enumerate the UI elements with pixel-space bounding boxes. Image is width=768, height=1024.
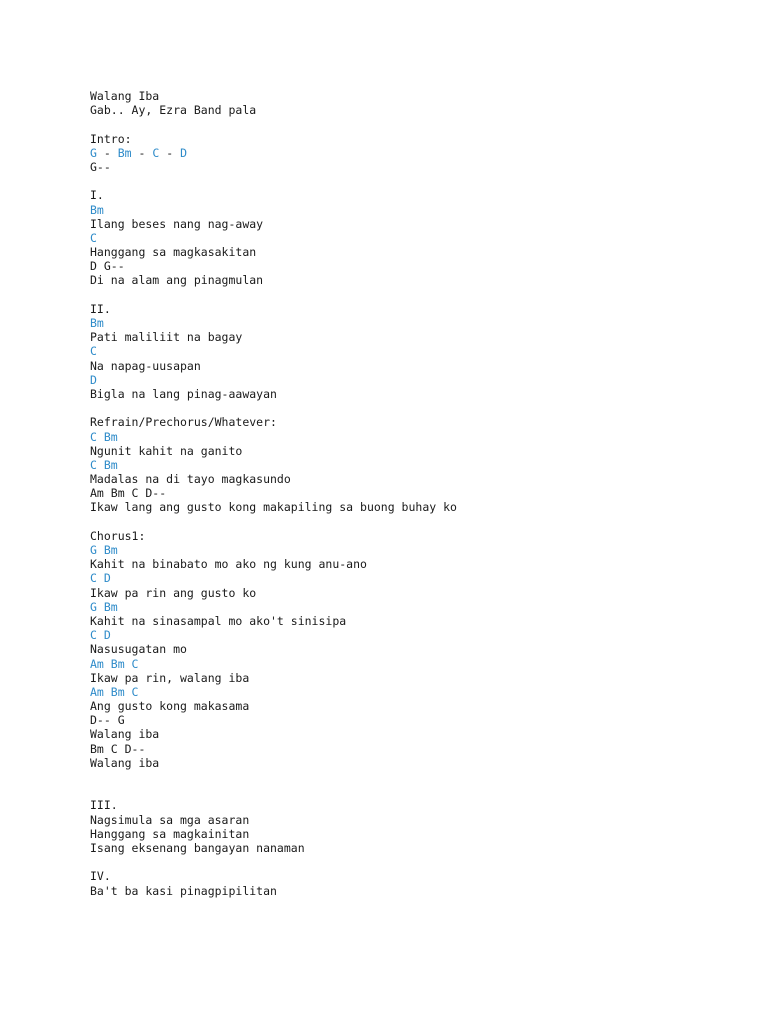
chord-line: C D <box>90 571 111 586</box>
lyric-line: Ngunit kahit na ganito <box>90 443 243 458</box>
lyric-line: Am Bm C D-- <box>90 486 167 501</box>
chord-line: C <box>90 344 97 359</box>
lyric-line: Ikaw pa rin ang gusto ko <box>90 585 257 600</box>
chord-line: Am Bm C <box>90 656 139 671</box>
lyric-line: III. <box>90 798 118 813</box>
lyric-line: I. <box>90 188 104 203</box>
lyric-line: Chorus1: <box>90 528 146 543</box>
lyric-line: D G-- <box>90 259 125 274</box>
lyric-line: Madalas na di tayo magkasundo <box>90 472 291 487</box>
chord-line: C <box>90 230 97 245</box>
song-title: Walang Iba <box>90 89 160 103</box>
lyrics-sheet <box>90 89 730 898</box>
blank-line <box>90 117 730 131</box>
lyric-line: Bigla na lang pinag-aawayan <box>90 386 277 401</box>
chord: G <box>90 145 97 160</box>
lyric-line: Walang iba <box>90 755 160 770</box>
chord: Bm <box>117 145 132 160</box>
chord-line: C D <box>90 628 111 643</box>
lyric-line: Ikaw pa rin, walang iba <box>90 670 250 685</box>
blank-line <box>90 855 730 869</box>
chord-line: C Bm <box>90 429 118 444</box>
blank-line <box>90 784 730 798</box>
chord-line: D <box>90 372 97 387</box>
chord: D <box>180 145 188 160</box>
blank-line <box>90 515 730 529</box>
lyric-line: Kahit na sinasampal mo ako't sinisipa <box>90 613 347 628</box>
song-credit: Gab.. Ay, Ezra Band pala <box>90 103 257 118</box>
lyric-line: Nagsimula sa mga asaran <box>90 812 250 827</box>
lyric-line: Pati maliliit na bagay <box>90 330 243 345</box>
chord-separator: - <box>96 145 118 160</box>
lyric-line: Intro: <box>90 131 132 146</box>
chord-separator: - <box>131 145 153 160</box>
chord: C <box>152 145 160 160</box>
chord-line: Bm <box>90 316 104 330</box>
blank-line <box>90 770 730 784</box>
lyric-line: D-- G <box>90 713 125 728</box>
lyric-line: II. <box>90 301 111 316</box>
lyric-line: Ilang beses nang nag-away <box>90 216 264 231</box>
lyric-line: Kahit na binabato mo ako ng kung anu-ano <box>90 557 367 572</box>
chord-line: G Bm <box>90 543 118 557</box>
lyric-line: Refrain/Prechorus/Whatever: <box>90 415 277 430</box>
blank-line <box>90 288 730 302</box>
lyric-line: Isang eksenang bangayan nanaman <box>90 840 305 855</box>
chord-line: C Bm <box>90 457 118 472</box>
blank-line <box>90 174 730 188</box>
lyric-line: Ikaw lang ang gusto kong makapiling sa buong buhay ko <box>90 500 457 515</box>
lyric-line: Hanggang sa magkasakitan <box>90 245 257 260</box>
lyric-line: Hanggang sa magkainitan <box>90 826 250 841</box>
chord-line: Bm <box>90 202 104 217</box>
chord-line: G Bm <box>90 599 118 614</box>
lyric-line: Di na alam ang pinagmulan <box>90 273 264 288</box>
lyric-line: G-- <box>90 159 111 174</box>
lyric-line: IV. <box>90 869 111 884</box>
lyric-line: Bm C D-- <box>90 741 146 756</box>
intro-chord-line <box>90 146 730 160</box>
blank-line <box>90 401 730 415</box>
chord-line: Am Bm C <box>90 684 139 699</box>
lyric-line: Nasusugatan mo <box>90 642 187 657</box>
lyric-line: Walang iba <box>90 727 160 742</box>
lyric-line: Na napag-uusapan <box>90 358 201 373</box>
lyric-line: Ba't ba kasi pinagpipilitan <box>90 883 277 898</box>
chord-separator: - <box>159 145 181 160</box>
lyric-line: Ang gusto kong makasama <box>90 699 250 714</box>
